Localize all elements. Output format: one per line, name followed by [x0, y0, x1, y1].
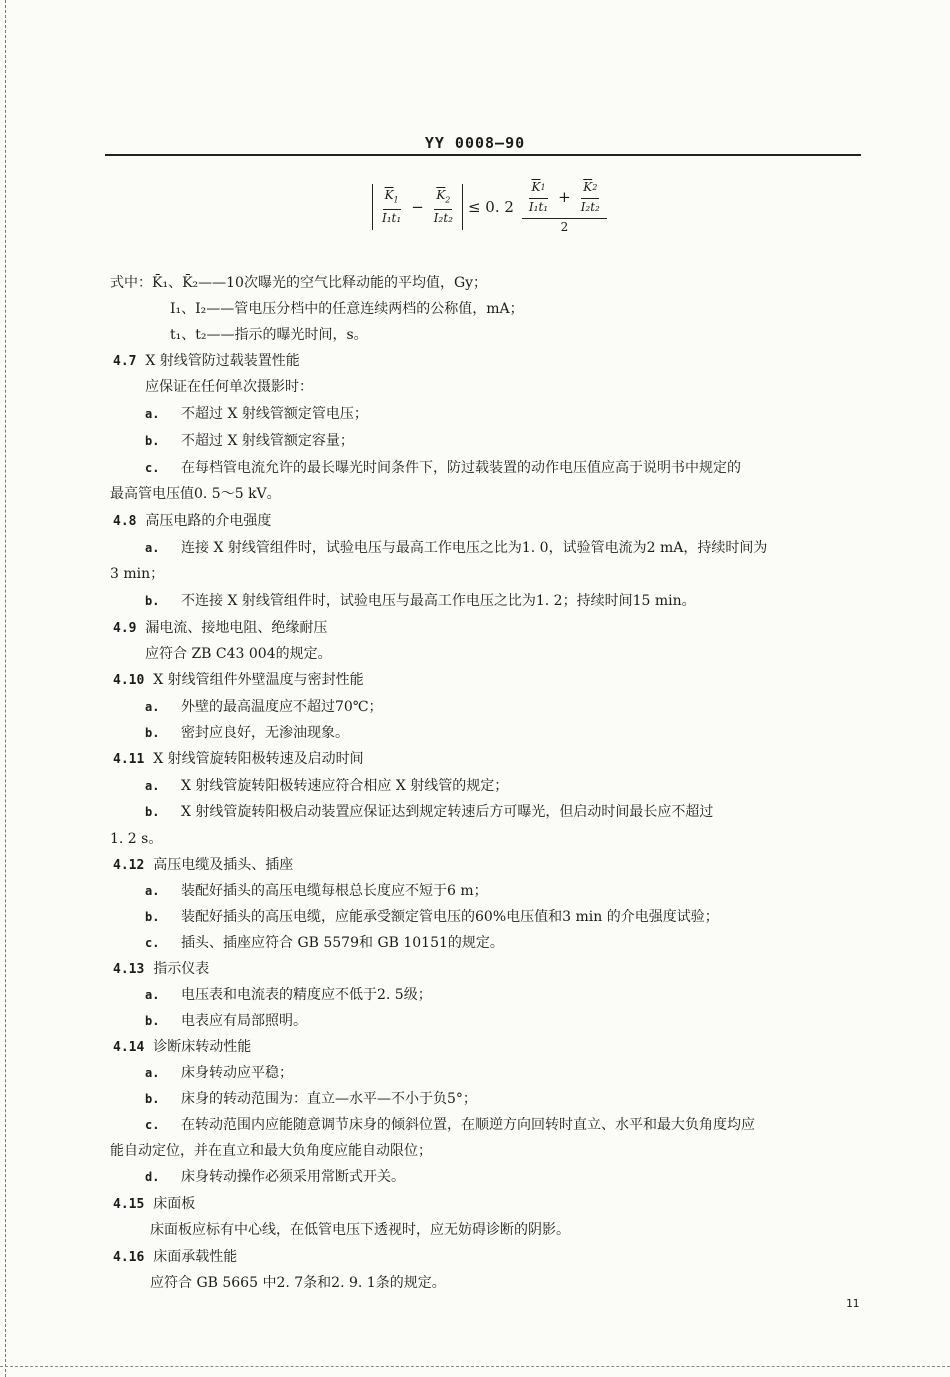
section-4-12-b: b. 装配好插头的高压电缆，应能承受额定管电压的60%电压值和3 min 的介电强度试验； — [145, 909, 719, 925]
page-edge-bottom — [0, 1366, 950, 1367]
section-4-7-heading: 4.7 X 射线管防过载装置性能 — [113, 353, 300, 369]
section-4-14-c: c. 在转动范围内应能随意调节床身的倾斜位置，在顺逆方向回转时直立、水平和最大负角度均应 — [145, 1117, 755, 1133]
section-4-7-c: c. 在每档管电流允许的最长曝光时间条件下，防过载装置的动作电压值应高于说明书中规定的 — [145, 460, 741, 476]
section-4-8-a: a. 连接 X 射线管组件时，试验电压与最高工作电压之比为1. 0，试验管电流为2 mA，持续时间为 — [145, 540, 768, 556]
formula-absolute-value: $\frac{\overline{K}_1}{\text{I₁t₁}}$ − $\frac{\overline{K}_2}{\text{I₂t₂}}$ — [372, 184, 463, 230]
section-4-8-b: b. 不连接 X 射线管组件时，试验电压与最高工作电压之比为1. 2；持续时间15 min。 — [145, 593, 696, 609]
standard-code-header: YY 0008—90 — [424, 134, 526, 152]
section-4-11-b: b. X 射线管旋转阳极启动装置应保证达到规定转速后方可曝光，但启动时间最长应不超过 — [145, 804, 714, 820]
section-4-14-a: a. 床身转动应平稳； — [145, 1065, 293, 1081]
section-4-15-heading: 4.15 床面板 — [113, 1196, 196, 1212]
section-4-12-heading: 4.12 高压电缆及插头、插座 — [113, 857, 294, 873]
section-4-14-b: b. 床身的转动范围为：直立—水平—不小于负5°； — [145, 1091, 477, 1107]
section-4-15-body: 床面板应标有中心线，在低管电压下透视时，应无妨碍诊断的阴影。 — [150, 1222, 570, 1238]
section-4-11-b-cont: 1. 2 s。 — [110, 831, 163, 847]
section-4-16-heading: 4.16 床面承载性能 — [113, 1249, 238, 1265]
definition-i: I₁、I₂——管电压分档中的任意连续两档的公称值，mA； — [170, 301, 524, 317]
section-4-11-a: a. X 射线管旋转阳极转速应符合相应 X 射线管的规定； — [145, 778, 509, 794]
section-4-7-b: b. 不超过 X 射线管额定容量； — [145, 433, 354, 449]
fraction-k1: $\frac{\overline{K}_1}{\text{I₁t₁}}$ — [382, 188, 402, 225]
definition-k: 式中：K̄₁、K̄₂——10次曝光的空气比释动能的平均值，Gy； — [110, 275, 488, 291]
section-4-7-c-cont: 最高管电压值0. 5～5 kV。 — [110, 486, 281, 502]
header-rule — [105, 154, 861, 156]
page-edge-left — [5, 0, 6, 1377]
formula — [372, 174, 610, 240]
section-4-10-b: b. 密封应良好，无渗油现象。 — [145, 725, 349, 741]
section-4-9-heading: 4.9 漏电流、接地电阻、绝缘耐压 — [113, 620, 328, 636]
section-4-10-a: a. 外壁的最高温度应不超过70℃； — [145, 699, 383, 715]
section-4-8-heading: 4.8 高压电路的介电强度 — [113, 513, 272, 529]
fraction-k2: $\frac{\overline{K}_2}{\text{I₂t₂}}$ — [433, 188, 453, 225]
section-4-12-a: a. 装配好插头的高压电缆每根总长度应不短于6 m； — [145, 883, 488, 899]
page-number: 11 — [846, 1297, 860, 1310]
section-4-11-heading: 4.11 X 射线管旋转阳极转速及启动时间 — [113, 751, 364, 767]
formula-le: ≤ 0. 2 — [467, 198, 514, 216]
section-4-14-c-cont: 能自动定位，并在直立和最大负角度应能自动限位； — [110, 1143, 432, 1159]
section-4-14-heading: 4.14 诊断床转动性能 — [113, 1039, 252, 1055]
section-4-7-intro: 应保证在任何单次摄影时： — [145, 379, 313, 395]
section-4-9-body: 应符合 ZB C43 004的规定。 — [145, 646, 332, 662]
section-4-12-c: c. 插头、插座应符合 GB 5579和 GB 10151的规定。 — [145, 935, 504, 951]
section-4-13-heading: 4.13 指示仪表 — [113, 961, 210, 977]
section-4-10-heading: 4.10 X 射线管组件外壁温度与密封性能 — [113, 672, 364, 688]
section-4-8-a-cont: 3 min； — [110, 566, 165, 582]
fraction-average: $\overline{K}$ 1 I₁t₁ + $\overline{K}$ 2 I₂t₂ 2 — [522, 179, 607, 236]
definition-t: t₁、t₂——指示的曝光时间，s。 — [170, 327, 368, 343]
section-4-13-b: b. 电表应有局部照明。 — [145, 1013, 307, 1029]
section-4-7-a: a. 不超过 X 射线管额定管电压； — [145, 406, 368, 422]
section-4-14-d: d. 床身转动操作必须采用常断式开关。 — [145, 1169, 405, 1185]
section-4-13-a: a. 电压表和电流表的精度应不低于2. 5级； — [145, 987, 432, 1003]
section-4-16-body: 应符合 GB 5665 中2. 7条和2. 9. 1条的规定。 — [150, 1275, 446, 1291]
